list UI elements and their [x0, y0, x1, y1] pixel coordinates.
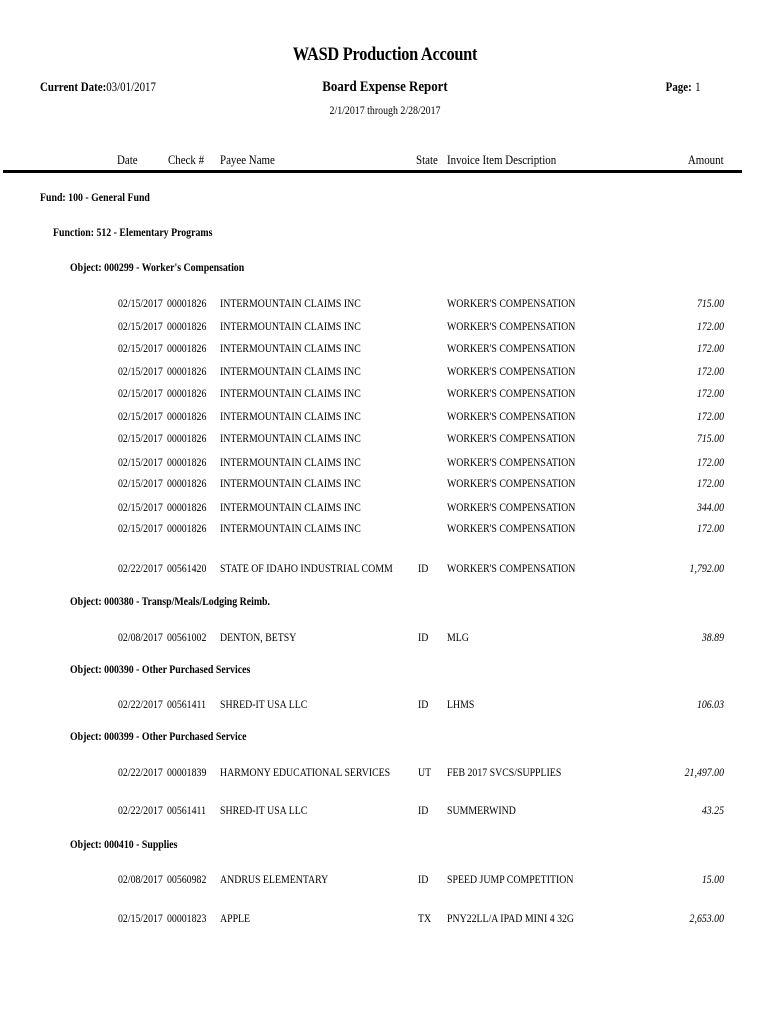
cell-amount: 106.03 [696, 697, 724, 711]
page-number [666, 78, 701, 96]
cell-amount: 172.00 [696, 386, 724, 400]
cell-date: 02/08/2017 [118, 872, 163, 886]
fund-heading: Fund: 100 - General Fund [40, 190, 150, 204]
cell-amount: 43.25 [701, 803, 724, 817]
cell-date: 02/22/2017 [118, 561, 163, 575]
cell-amount: 172.00 [696, 455, 724, 469]
cell-date: 02/15/2017 [118, 911, 163, 925]
current-date-value: 03/01/2017 [106, 79, 156, 94]
cell-amount: 172.00 [696, 341, 724, 355]
object-heading: Object: 000299 - Worker's Compensation [70, 260, 245, 274]
report-period: 2/1/2017 through 2/28/2017 [329, 105, 441, 117]
cell-check-number: 00001826 [167, 296, 207, 310]
cell-description: MLG [447, 630, 469, 644]
cell-amount: 172.00 [696, 521, 724, 535]
cell-amount: 2,653.00 [689, 911, 724, 925]
cell-payee: DENTON, BETSY [220, 630, 297, 644]
page-label: Page: [666, 79, 693, 94]
cell-check-number: 00561002 [167, 630, 207, 644]
cell-payee: SHRED-IT USA LLC [220, 803, 308, 817]
cell-amount: 344.00 [696, 500, 724, 514]
cell-check-number: 00561411 [167, 803, 207, 817]
cell-payee: INTERMOUNTAIN CLAIMS INC [220, 500, 361, 514]
cell-description: WORKER'S COMPENSATION [447, 386, 576, 400]
cell-date: 02/22/2017 [118, 697, 163, 711]
cell-check-number: 00001826 [167, 409, 207, 423]
cell-date: 02/15/2017 [118, 409, 163, 423]
cell-description: WORKER'S COMPENSATION [447, 431, 576, 445]
cell-check-number: 00001826 [167, 500, 207, 514]
current-date [40, 78, 156, 96]
cell-check-number: 00561420 [167, 561, 207, 575]
report-subtitle: Board Expense Report [322, 79, 448, 95]
col-date: Date [117, 152, 138, 167]
cell-payee: INTERMOUNTAIN CLAIMS INC [220, 455, 361, 469]
object-heading: Object: 000410 - Supplies [70, 837, 178, 851]
col-amount: Amount [688, 152, 724, 167]
cell-payee: INTERMOUNTAIN CLAIMS INC [220, 476, 361, 490]
cell-check-number: 00001826 [167, 476, 207, 490]
cell-description: FEB 2017 SVCS/SUPPLIES [447, 765, 562, 779]
cell-description: WORKER'S COMPENSATION [447, 500, 576, 514]
cell-date: 02/15/2017 [118, 296, 163, 310]
cell-description: PNY22LL/A IPAD MINI 4 32G [447, 911, 575, 925]
cell-description: WORKER'S COMPENSATION [447, 296, 576, 310]
cell-description: LHMS [447, 697, 475, 711]
cell-date: 02/22/2017 [118, 765, 163, 779]
cell-payee: SHRED-IT USA LLC [220, 697, 308, 711]
cell-payee: STATE OF IDAHO INDUSTRIAL COMM [220, 561, 393, 575]
cell-payee: INTERMOUNTAIN CLAIMS INC [220, 386, 361, 400]
cell-description: WORKER'S COMPENSATION [447, 341, 576, 355]
cell-description: WORKER'S COMPENSATION [447, 409, 576, 423]
cell-state: UT [418, 765, 432, 779]
cell-state: TX [418, 911, 432, 925]
cell-check-number: 00560982 [167, 872, 207, 886]
report-title: WASD Production Account [292, 44, 478, 65]
cell-payee: INTERMOUNTAIN CLAIMS INC [220, 521, 361, 535]
cell-state: ID [418, 697, 429, 711]
cell-payee: ANDRUS ELEMENTARY [220, 872, 329, 886]
cell-state: ID [418, 630, 429, 644]
object-heading: Object: 000380 - Transp/Meals/Lodging Reimb. [70, 594, 270, 608]
cell-description: SUMMERWIND [447, 803, 516, 817]
object-heading: Object: 000390 - Other Purchased Services [70, 662, 251, 676]
cell-date: 02/08/2017 [118, 630, 163, 644]
cell-description: WORKER'S COMPENSATION [447, 455, 576, 469]
cell-date: 02/22/2017 [118, 803, 163, 817]
cell-check-number: 00001826 [167, 521, 207, 535]
cell-check-number: 00561411 [167, 697, 207, 711]
cell-check-number: 00001823 [167, 911, 207, 925]
cell-date: 02/15/2017 [118, 500, 163, 514]
cell-check-number: 00001826 [167, 455, 207, 469]
cell-date: 02/15/2017 [118, 521, 163, 535]
col-description: Invoice Item Description [447, 152, 557, 167]
cell-payee: INTERMOUNTAIN CLAIMS INC [220, 409, 361, 423]
cell-amount: 715.00 [696, 431, 724, 445]
cell-payee: INTERMOUNTAIN CLAIMS INC [220, 341, 361, 355]
cell-check-number: 00001826 [167, 431, 207, 445]
cell-amount: 172.00 [696, 409, 724, 423]
cell-payee: INTERMOUNTAIN CLAIMS INC [220, 364, 361, 378]
cell-date: 02/15/2017 [118, 319, 163, 333]
cell-payee: INTERMOUNTAIN CLAIMS INC [220, 431, 361, 445]
cell-date: 02/15/2017 [118, 341, 163, 355]
function-heading: Function: 512 - Elementary Programs [53, 225, 213, 239]
cell-check-number: 00001826 [167, 364, 207, 378]
current-date-label: Current Date: [40, 79, 107, 94]
cell-date: 02/15/2017 [118, 476, 163, 490]
cell-description: WORKER'S COMPENSATION [447, 521, 576, 535]
cell-check-number: 00001826 [167, 319, 207, 333]
header-rule [3, 170, 742, 173]
cell-amount: 38.89 [701, 630, 724, 644]
cell-check-number: 00001826 [167, 341, 207, 355]
cell-state: ID [418, 803, 429, 817]
cell-payee: INTERMOUNTAIN CLAIMS INC [220, 296, 361, 310]
cell-state: ID [418, 872, 429, 886]
cell-amount: 172.00 [696, 476, 724, 490]
cell-amount: 15.00 [701, 872, 724, 886]
cell-description: WORKER'S COMPENSATION [447, 476, 576, 490]
cell-date: 02/15/2017 [118, 431, 163, 445]
cell-description: WORKER'S COMPENSATION [447, 319, 576, 333]
col-payee: Payee Name [220, 152, 275, 167]
cell-description: WORKER'S COMPENSATION [447, 364, 576, 378]
col-check: Check # [168, 152, 205, 167]
col-state: State [416, 152, 438, 167]
cell-description: WORKER'S COMPENSATION [447, 561, 576, 575]
cell-amount: 172.00 [696, 319, 724, 333]
page-value: 1 [695, 79, 701, 94]
cell-amount: 715.00 [696, 296, 724, 310]
cell-payee: APPLE [220, 911, 251, 925]
cell-state: ID [418, 561, 429, 575]
cell-date: 02/15/2017 [118, 364, 163, 378]
cell-payee: INTERMOUNTAIN CLAIMS INC [220, 319, 361, 333]
cell-amount: 172.00 [696, 364, 724, 378]
cell-amount: 1,792.00 [689, 561, 724, 575]
cell-date: 02/15/2017 [118, 386, 163, 400]
cell-check-number: 00001826 [167, 386, 207, 400]
cell-description: SPEED JUMP COMPETITION [447, 872, 574, 886]
object-heading: Object: 000399 - Other Purchased Service [70, 729, 247, 743]
cell-amount: 21,497.00 [684, 765, 724, 779]
cell-check-number: 00001839 [167, 765, 207, 779]
cell-date: 02/15/2017 [118, 455, 163, 469]
cell-payee: HARMONY EDUCATIONAL SERVICES [220, 765, 391, 779]
